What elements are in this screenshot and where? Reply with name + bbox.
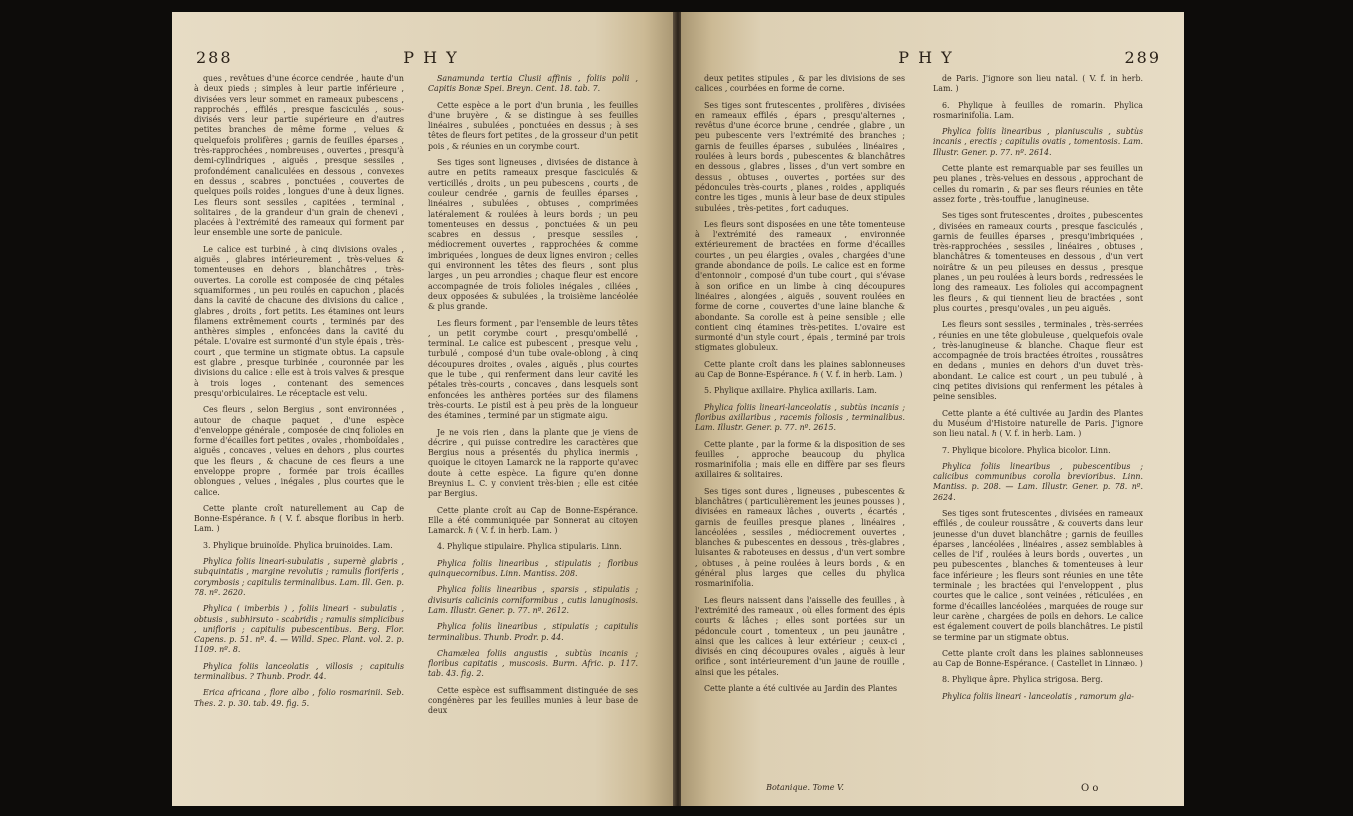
paragraph: 4. Phylique stipulaire. Phylica stipularis. Linn. <box>437 542 622 552</box>
paragraph: Phylica ( imberbis ) , foliis lineari - subulatis , obtusis , subhirsuto - scabridis ; ramulis simplicibus , unifloris ; capitulis pubescentibus. Berg. Flor. Capens. p. 51. nº. 4. — Willd. Spec. Plant. vol. 2. p. 1109. nº. 8. <box>194 604 404 655</box>
paragraph: deux petites stipules , & par les divisions de ses calices , courbées en forme de corne. <box>695 74 905 94</box>
paragraph: de Paris. J'ignore son lieu natal. ( V. f. in herb. Lam. ) <box>933 74 1143 94</box>
paragraph: Phylica foliis lineari - lanceolatis , ramorum gla- <box>942 691 1134 701</box>
paragraph: Cette plante croît dans les plaines sablonneuses au Cap de Bonne-Espérance. ℏ ( V. f. in herb. Lam. ) <box>695 359 905 380</box>
right-page <box>681 12 1184 806</box>
left-page-number: 288 <box>196 48 233 67</box>
paragraph: Cette espèce est suffisamment distinguée de ses congénères par les feuilles munies à leur base de deux <box>428 685 638 716</box>
paragraph: Chamælea foliis angustis , subtùs incanis ; floribus capitatis , muscosis. Burm. Afric. p. 117. tab. 43. fig. 2. <box>428 648 638 679</box>
paragraph: Phylica foliis linearibus , stipulatis ; floribus quinquecornibus. Linn. Mantiss. 208. <box>428 558 638 579</box>
page-footer: Botanique. Tome V. <box>766 783 844 792</box>
left-column-2 <box>428 74 638 780</box>
paragraph: Cette plante est remarquable par ses feuilles un peu planes , très-velues en dessous , approchant de celles du romarin , & par ses fleurs réunies en tête assez forte , très-touffue , lanugineuse. <box>933 164 1143 204</box>
paragraph: Ces fleurs , selon Bergius , sont environnées , autour de chaque paquet , d'une espèce d'enveloppe générale , composée de cinq folioles en forme d'écailles fort petites , ovales , rhomboïdales , aiguës , concaves , velues en dehors , plus courtes que les fleurs , & chacune de ces fleurs a une enveloppe propre , formée par trois écailles oblongues , velues , inégales , plus courtes que le calice. <box>194 405 404 497</box>
paragraph: Phylica foliis lineari-lanceolatis , subtùs incanis ; floribus axillaribus , racemis foliosis , terminalibus. Lam. Illustr. Gener. p. 77. nº. 2615. <box>695 402 905 433</box>
paragraph: Phylica foliis linearibus , pubescentibus ; calicibus communibus corolla brevioribus. Linn. Mantiss. p. 208. — Lam. Illustr. Gener. p. 78. nº. 2624. <box>933 461 1143 502</box>
paragraph: Cette plante a été cultivée au Jardin des Plantes du Muséum d'Histoire naturelle de Paris. J'ignore son lieu natal. ℏ ( V. f. in herb. Lam. ) <box>933 408 1143 439</box>
left-running-title: P H Y <box>403 48 459 67</box>
paragraph: Phylica foliis linearibus , stipulatis ; capitulis terminalibus. Thunb. Prodr. p. 44. <box>428 622 638 642</box>
paragraph: Cette plante , par la forme & la disposition de ses feuilles , approche beaucoup du phylica rosmarinifolia ; mais elle en diffère par ses fleurs axillaires & solitaires. <box>695 439 905 480</box>
left-page <box>172 12 675 806</box>
paragraph: Les fleurs sont disposées en une tête tomenteuse à l'extrémité des rameaux , environnée extérieurement de bractées en forme d'écailles courtes , un peu élargies , ovales , chargées d'une grande abondance de poils. Le calice est en forme d'entonnoir , composé d'un tube court , qui s'évase à son orifice en un limbe à cinq découpures linéaires , alongées , aiguës , souvent roulées en forme de corne , couvertes d'une laine blanche & abondante. Sa corolle est à peine sensible ; elle contient cinq étamines très-petites. L'ovaire est surmonté d'un style court , épais , terminé par trois stigmates globuleux. <box>695 219 905 353</box>
paragraph: Je ne vois rien , dans la plante que je viens de décrire , qui puisse contredire les caractères que Bergius nous a présentés du phylica inermis , quoique le citoyen Lamarck ne la rapporte qu'avec doute à cette espèce. La figure qu'en donne Breynius L. C. y convient très-bien ; elle est citée par Bergius. <box>428 427 638 499</box>
paragraph: ques , revêtues d'une écorce cendrée , haute d'un à deux pieds ; simples à leur partie inférieure , divisées vers leur sommet en rameaux pubescens , rapprochés , effilés , presque fasciculés , sous-divisés vers leur partie supérieure en d'autres petites branches de même forme , velues & quelquefois prolifères ; garnis de feuilles éparses , très-rapprochées , nombreuses , ouvertes , presqu'à demi-cylindriques , aiguës , presque sessiles , profondément canaliculées en dessous , convexes en dessus , scabres , ponctuées , couvertes de quelques poils roides , longues d'une à deux lignes. Les fleurs sont sessiles , capitées , terminal , solitaires , de la grandeur d'un grain de chenevi , placées à l'extrémité des rameaux qui forment par leur ensemble une sorte de panicule. <box>194 74 404 238</box>
paragraph: 6. Phylique à feuilles de romarin. Phylica rosmarinifolia. Lam. <box>933 100 1143 120</box>
paragraph: 8. Phylique âpre. Phylica strigosa. Berg. <box>942 675 1103 685</box>
paragraph: Phylica foliis lineari-subulatis , supernè glabris , subquintatis , margine revolutis ; ramulis floriferis , corymbosis ; capitulis terminalibus. Lam. Ill. Gen. p. 78. nº. 2620. <box>194 557 404 597</box>
paragraph: Ses tiges sont ligneuses , divisées de distance à autre en petits rameaux presque fasciculés & verticillés , droits , un peu pubescens , courts , de couleur cendrée , garnis de feuilles éparses , linéaires , subulées , obtuses , comprimées latéralement & roulées à leurs bords ; un peu tomenteuses en dessus , ponctuées & un peu scabres en dessus , presque sessiles , médiocrement ouvertes , rapprochées & comme imbriquées , longues de deux lignes environ ; celles qui environnent les têtes des fleurs , sont plus larges , un peu arrondies ; chaque fleur est encore accompagnée de trois folioles inégales , ciliées , deux opposées & subulées , la troisième lancéolée & plus grande. <box>428 158 638 312</box>
paragraph: Cette plante a été cultivée au Jardin des Plantes <box>704 684 898 694</box>
right-column-2 <box>933 74 1143 780</box>
paragraph: Cette plante croît au Cap de Bonne-Espérance. Elle a été communiquée par Sonnerat au citoyen Lamarck. ℏ ( V. f. in herb. Lam. ) <box>428 505 638 536</box>
right-running-head <box>691 48 1161 70</box>
paragraph: Sanamunda tertia Clusii affinis , foliis polii , Capitis Bonæ Spei. Breyn. Cent. 18. tab. 7. <box>428 74 638 94</box>
paragraph: Phylica foliis linearibus , sparsis , stipulatis ; divisuris calicinis corniformibus , cutis lanuginosis. Lam. Illustr. Gener. p. 77. nº. 2612. <box>428 585 638 615</box>
paragraph: Les fleurs forment , par l'ensemble de leurs têtes , un petit corymbe court , presqu'ombellé , terminal. Le calice est pubescent , presque velu , turbulé , composé d'un tube ovale-oblong , à cinq découpures droites , ovales , aiguës , plus courtes que le tube , qui renferment dans leur cavité les pétales très-courts , concaves , dans lesquels sont enfoncées les anthères portées sur des filamens très-courts. Le pistil est à peu près de la longueur des étamines , terminé par un stigmate aigu. <box>428 318 638 421</box>
right-column-1 <box>695 74 905 780</box>
paragraph: Cette plante croît naturellement au Cap de Bonne-Espérance. ℏ ( V. f. absque floribus in herb. Lam. ) <box>194 503 404 534</box>
left-running-head <box>196 48 666 70</box>
paragraph: Cette plante croît dans les plaines sablonneuses au Cap de Bonne-Espérance. ( Castellet in Linnæo. ) <box>933 648 1143 669</box>
right-page-number: 289 <box>1124 48 1161 67</box>
paragraph: Phylica foliis linearibus , planiusculis , subtùs incanis , erectis ; capitulis ovatis , tomentosis. Lam. Illustr. Gener. p. 77. nº. 2614. <box>933 127 1143 157</box>
paragraph: Cette espèce a le port d'un brunia , les feuilles d'une bruyère , & se distingue à ses feuilles linéaires , subulées , ponctuées en dessus ; à ses têtes de fleurs fort petites , de la grosseur d'un petit pois , & réunies en un corymbe court. <box>428 100 638 151</box>
paragraph: Ses tiges sont frutescentes , divisées en rameaux effilés , de couleur roussâtre , & couverts dans leur jeunesse d'un duvet blanchâtre ; garnis de feuilles éparses , lancéolées , linéaires , assez semblables à celles de l'if , roulées à leurs bords , ouvertes , un peu pubescentes , blanches & tomenteuses à leur face inférieure ; les fleurs sont réunies en une tête terminale ; les bractées qui l'enveloppent , plus courtes que le calice , sont veinées , réticulées , en forme d'écailles lancéolées , marquées de rouge sur leur carène , chargées de poils en dehors. Le calice est également couvert de poils blanchâtres. Le pistil se termine par un stigmate obtus. <box>933 508 1143 642</box>
paragraph: 3. Phylique bruinoïde. Phylica bruinoides. Lam. <box>203 540 393 550</box>
paragraph: Erica africana , flore albo , folio rosmarinii. Seb. Thes. 2. p. 30. tab. 49. fig. 5. <box>194 688 404 708</box>
book-spread <box>172 12 1184 806</box>
paragraph: Phylica foliis lanceolatis , villosis ; capitulis terminalibus. ? Thunb. Prodr. 44. <box>194 661 404 682</box>
left-column-1 <box>194 74 404 780</box>
paragraph: Les fleurs naissent dans l'aisselle des feuilles , à l'extrémité des rameaux , où elles forment des épis courts & lâches ; elles sont portées sur un pédoncule court , tomenteux , un peu jaunâtre , ainsi que les calices à leur extérieur ; ceux-ci , divisés en cinq découpures ovales , aiguës à leur orifice , sont intérieurement d'un jaune de rouille , ainsi que les pétales. <box>695 595 905 677</box>
paragraph: Ses tiges sont frutescentes , prolifères , divisées en rameaux effilés , épars , presqu'alternes , revêtus d'une écorce brune , cendrée , glabre , un peu pubescente vers l'extrémité des branches ; garnis de feuilles éparses , subulées , linéaires , roulées à leurs bords , pubescentes & blanchâtres en dessous , glabres , lisses , d'un vert sombre en dessus , obtuses , ouvertes , portées sur des pédoncules très-courts , planes , roides , appliqués contre les tiges , munis à leur base de deux stipules subulées , très-petites , fort caduques. <box>695 100 905 213</box>
paragraph: Les fleurs sont sessiles , terminales , très-serrées , réunies en une tête globuleuse , quelquefois ovale , très-lanugineuse & blanche. Chaque fleur est accompagnée de trois bractées étroites , roussâtres en dedans , munies en dehors d'un duvet très-abondant. Le calice est court , un peu tubulé , à cinq petites divisions qui renferment les pétales à peine sensibles. <box>933 320 1143 402</box>
signature-mark: O o <box>1081 783 1099 794</box>
paragraph: Ses tiges sont frutescentes , droites , pubescentes , divisées en rameaux courts , presque fasciculés , garnis de feuilles éparses , presqu'imbriquées , très-rapprochées , sessiles , linéaires , obtuses , blanchâtres & tomenteuses en dessous , d'un vert noirâtre & un peu pileuses en dessus , presque planes , un peu roulées à leurs bords , redressées le long des rameaux. Les folioles qui accompagnent les fleurs , & qui tiennent lieu de bractées , sont plus courtes , presqu'ovales , un peu aiguës. <box>933 211 1143 313</box>
paragraph: 7. Phylique bicolore. Phylica bicolor. Linn. <box>942 445 1111 455</box>
paragraph: Ses tiges sont dures , ligneuses , pubescentes & blanchâtres ( particulièrement les jeunes pousses ) , divisées en rameaux lâches , ouverts , écartés , garnis de feuilles presque planes , linéaires , lancéolées , sessiles , médiocrement ouvertes , blanches & pubescentes en dessous , très-glabres , luisantes & raboteuses en dessus , d'un vert sombre , obtuses , à peine roulées à leurs bords , & en général plus larges que celles du phylica rosmarinifolia. <box>695 486 905 589</box>
paragraph: Le calice est turbiné , à cinq divisions ovales , aiguës , glabres intérieurement , très-velues & tomenteuses en dehors , blanchâtres , très-ouvertes. La corolle est composée de cinq pétales squamiformes , un peu roulés en capuchon , placés dans la cavité de chacune des divisions du calice , glabres , droits , fort petits. Les étamines ont leurs filamens extrêmement courts , terminés par des anthères simples , enfoncées dans la cavité du pétale. L'ovaire est surmonté d'un style épais , très-court , que termine un stigmate obtus. La capsule est glabre , presque turbinée , couronnée par les divisions du calice : elle est à trois valves & presque à trois loges , contenant des semences presqu'orbiculaires. Le réceptacle est velu. <box>194 244 404 398</box>
paragraph: 5. Phylique axillaire. Phylica axillaris. Lam. <box>704 386 877 396</box>
right-running-title: P H Y <box>898 48 954 67</box>
